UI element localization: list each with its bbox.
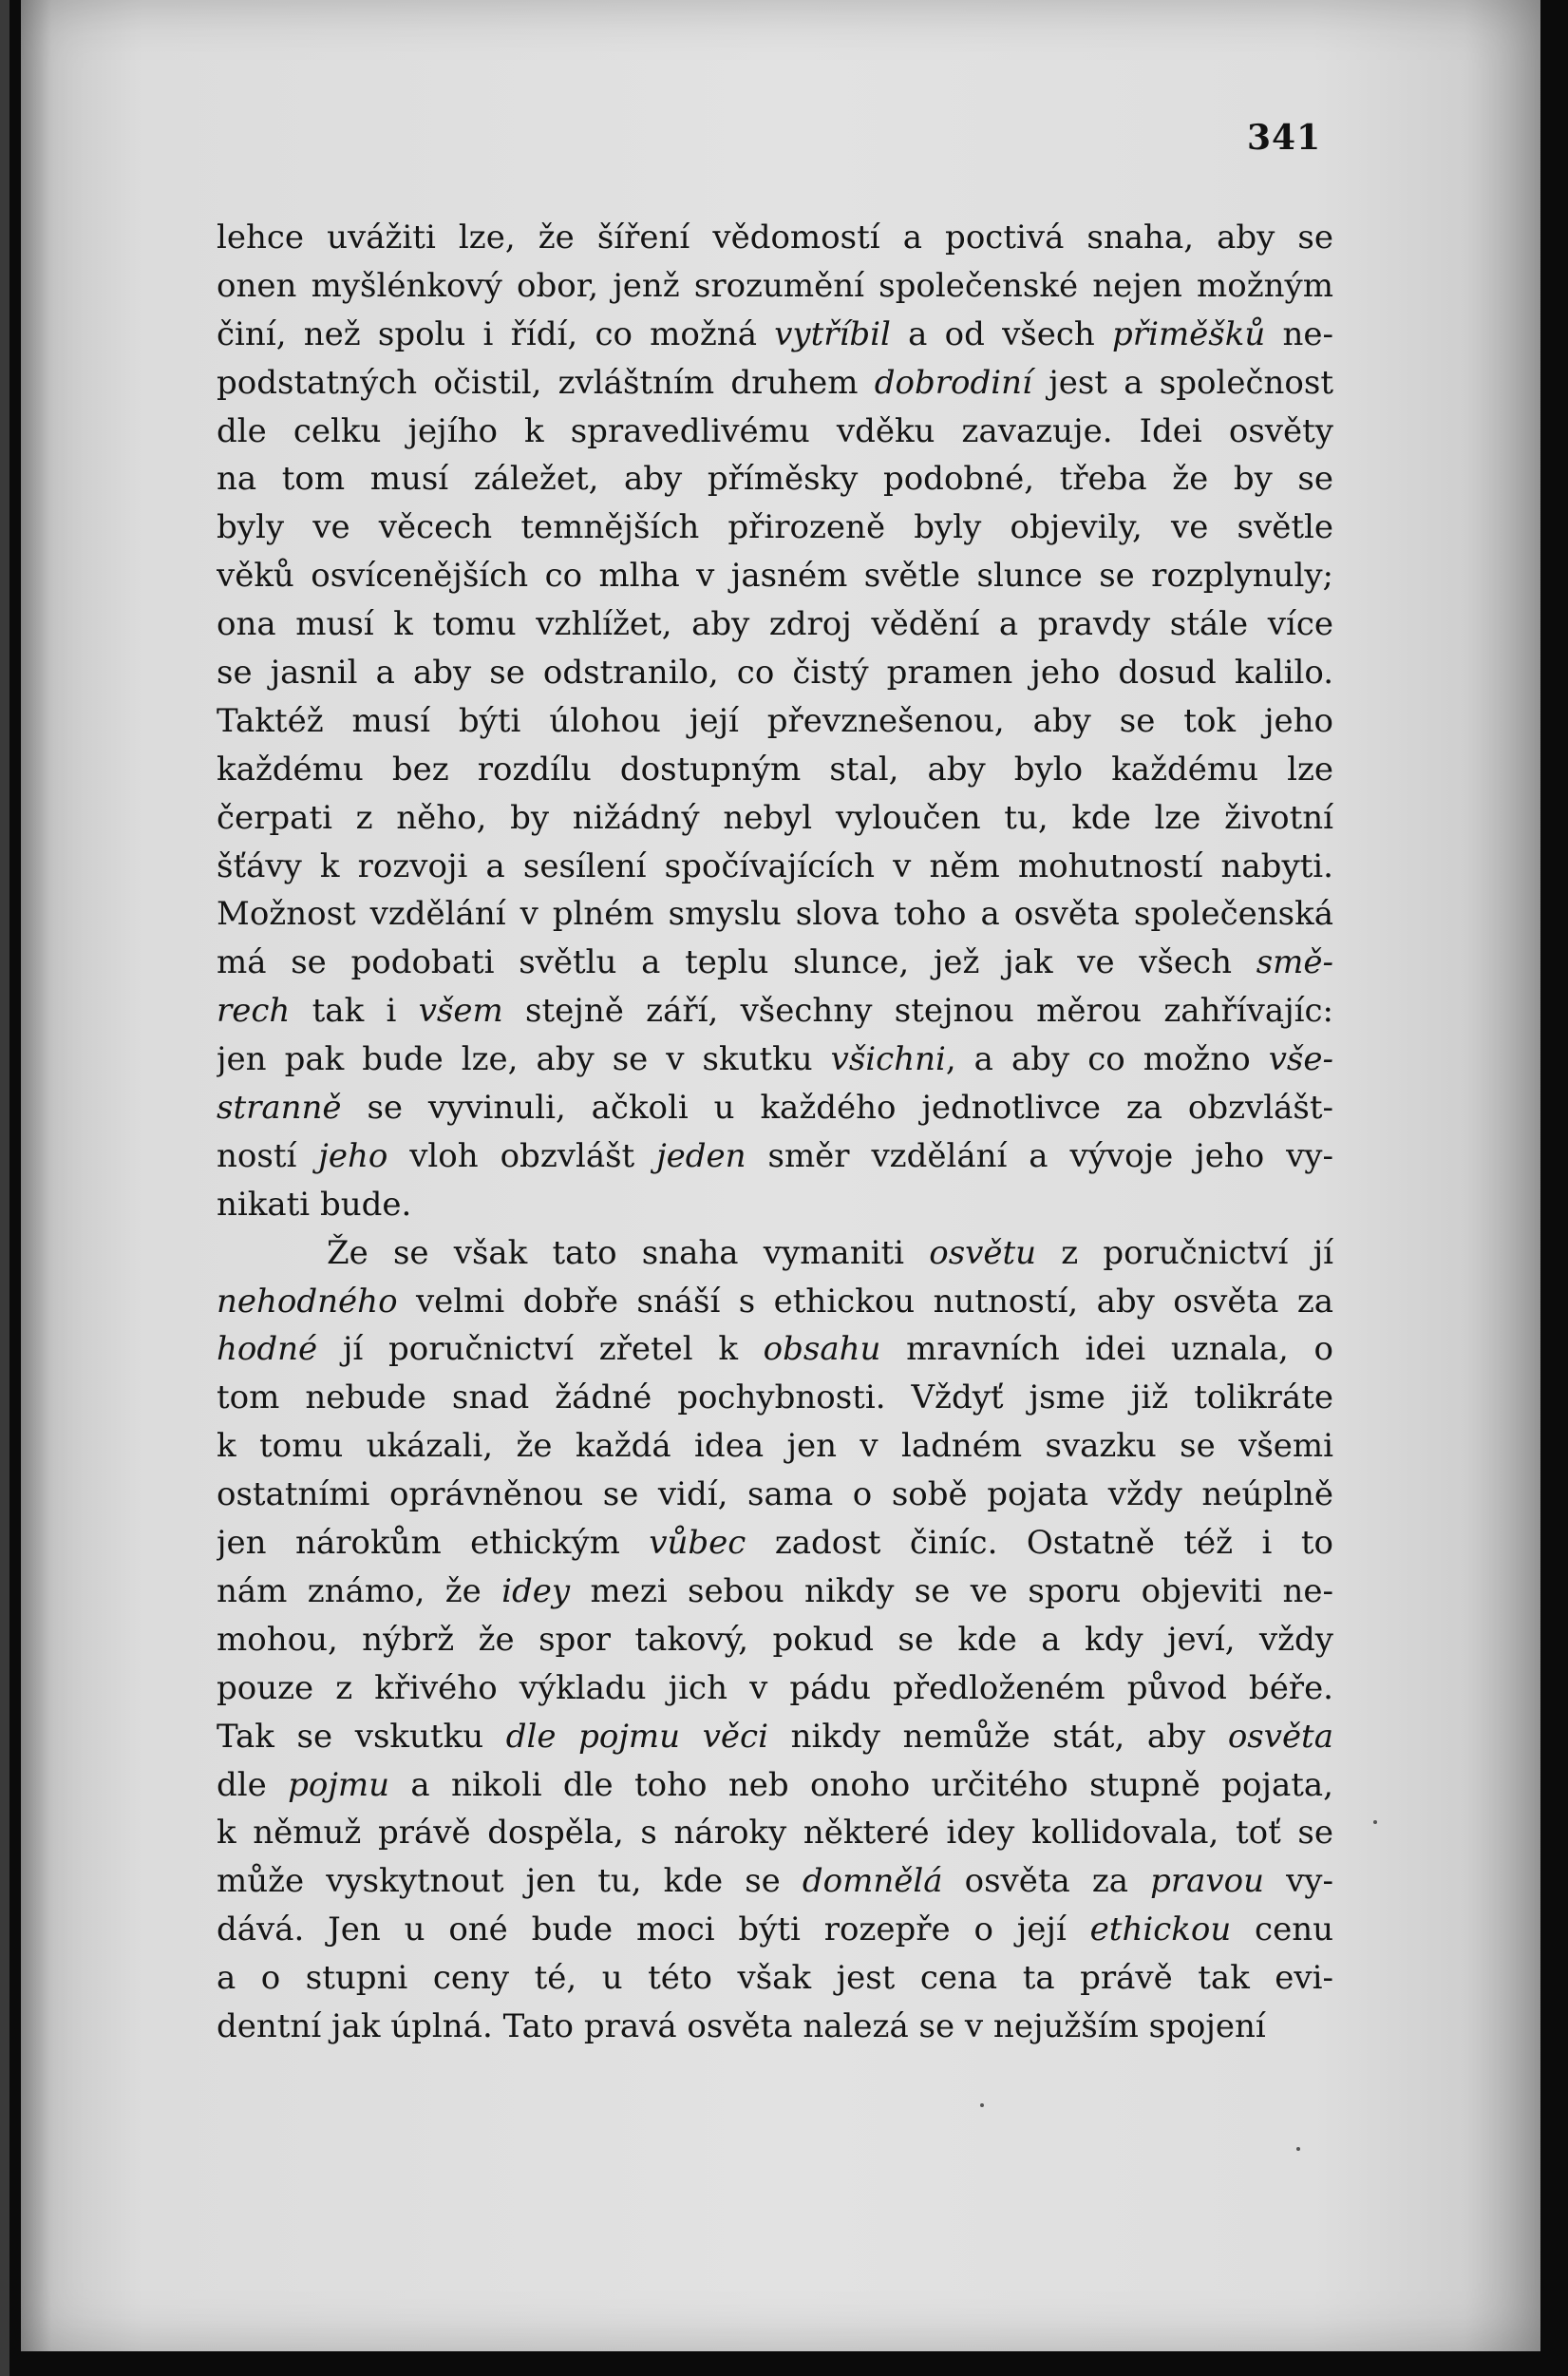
text-segment: čerpati z něho, by nižádný nebyl vyloučen tu, kde lze životní bbox=[217, 798, 1333, 837]
italic-segment: vytříbil bbox=[774, 314, 891, 353]
text-segment: podstatných očistil, zvláštním druhem bbox=[217, 363, 875, 402]
text-segment: a o stupni ceny té, u této však jest cena ta právě tak evi- bbox=[217, 1959, 1333, 1998]
text-line bbox=[217, 649, 1333, 697]
italic-segment: osvěta bbox=[1227, 1717, 1333, 1756]
text-segment: ostatními oprávněnou se vidí, sama o sobě pojata vždy neúplně bbox=[217, 1475, 1333, 1514]
specks bbox=[1296, 2147, 1300, 2151]
text-line bbox=[217, 1325, 1333, 1374]
italic-segment: stranně bbox=[217, 1089, 342, 1128]
italic-segment: všem bbox=[418, 992, 503, 1031]
specks bbox=[980, 2103, 984, 2107]
text-segment: onen myšlénkový obor, jenž srozumění společenské nejen možným bbox=[217, 266, 1333, 305]
text-segment: může vyskytnout jen tu, kde se bbox=[217, 1862, 803, 1901]
italic-segment: obsahu bbox=[763, 1330, 881, 1369]
text-line bbox=[217, 1471, 1333, 1519]
text-segment: ností bbox=[217, 1136, 319, 1175]
italic-segment: jeden bbox=[656, 1136, 746, 1175]
text-segment: nám známo, že bbox=[217, 1571, 502, 1610]
text-line bbox=[217, 1422, 1333, 1471]
text-line bbox=[217, 552, 1333, 600]
text-segment: věků osvícenějších co mlha v jasném světle slunce se rozplynuly; bbox=[217, 557, 1333, 596]
text-line bbox=[217, 1181, 1333, 1229]
text-line bbox=[217, 1616, 1333, 1664]
text-segment: cenu bbox=[1231, 1910, 1333, 1949]
text-line bbox=[217, 359, 1333, 408]
text-line bbox=[217, 455, 1333, 504]
text-line bbox=[217, 939, 1333, 987]
italic-segment: přiměšků bbox=[1112, 314, 1266, 353]
text-line bbox=[217, 600, 1333, 649]
text-line bbox=[217, 1568, 1333, 1616]
text-line bbox=[217, 1857, 1333, 1906]
text-line bbox=[217, 1132, 1333, 1181]
text-line bbox=[217, 1036, 1333, 1084]
text-line bbox=[217, 1906, 1333, 1954]
text-line bbox=[217, 311, 1333, 359]
italic-segment: domnělá bbox=[802, 1862, 943, 1901]
text-line bbox=[217, 1809, 1333, 1857]
text-segment: mohou, nýbrž že spor takový, pokud se kde a kdy jeví, vždy bbox=[217, 1620, 1333, 1659]
italic-segment: idey bbox=[501, 1571, 571, 1610]
italic-segment: vše- bbox=[1268, 1040, 1333, 1079]
text-line bbox=[217, 1954, 1333, 2003]
text-line bbox=[217, 1084, 1333, 1132]
text-segment: vy- bbox=[1264, 1862, 1333, 1901]
text-segment: jen nárokům ethickým bbox=[217, 1524, 650, 1563]
text-segment: byly ve věcech temnějších přirozeně byly objevily, ve světle bbox=[217, 508, 1333, 547]
text-segment: z poručnictví jí bbox=[1036, 1233, 1333, 1272]
text-line bbox=[217, 890, 1333, 939]
italic-segment: nehodného bbox=[217, 1282, 398, 1321]
text-line bbox=[217, 1519, 1333, 1568]
text-segment: se jasnil a aby se odstranilo, co čistý pramen jeho dosud kalilo. bbox=[217, 654, 1333, 693]
italic-segment: jeho bbox=[318, 1136, 388, 1175]
italic-segment: všichni bbox=[830, 1040, 946, 1079]
text-line bbox=[217, 794, 1333, 843]
italic-segment: dle pojmu věci bbox=[505, 1717, 768, 1756]
text-segment: osvěta za bbox=[942, 1862, 1151, 1901]
text-segment: směr vzdělání a vývoje jeho vy- bbox=[746, 1136, 1333, 1175]
text-segment: stejně září, všechny stejnou měrou zahřívajíc: bbox=[502, 992, 1333, 1031]
text-segment: mezi sebou nikdy se ve sporu objeviti ne- bbox=[570, 1571, 1333, 1610]
text-segment: k tomu ukázali, že každá idea jen v ladném svazku se všemi bbox=[217, 1427, 1333, 1466]
text-segment: Možnost vzdělání v plném smyslu slova toho a osvěta společenská bbox=[217, 895, 1333, 934]
text-segment: nikati bude. bbox=[217, 1185, 412, 1224]
scan-left-edge bbox=[0, 0, 9, 2376]
text-segment: jí poručnictví zřetel k bbox=[317, 1330, 764, 1369]
italic-segment: pojmu bbox=[288, 1765, 390, 1804]
text-segment: pouze z křivého výkladu jich v pádu předloženém původ béře. bbox=[217, 1668, 1333, 1707]
specks bbox=[1373, 1820, 1377, 1824]
text-segment: na tom musí záležet, aby příměsky podobné, třeba že by se bbox=[217, 460, 1333, 499]
text-segment: dle bbox=[217, 1765, 289, 1804]
text-line bbox=[217, 746, 1333, 794]
text-segment: vloh obzvlášt bbox=[387, 1136, 657, 1175]
italic-segment: rech bbox=[217, 992, 291, 1031]
text-segment: se vyvinuli, ačkoli u každého jednotlivce za obzvlášt- bbox=[341, 1089, 1333, 1128]
text-segment: Že se však tato snaha vymaniti bbox=[327, 1233, 930, 1272]
text-segment: mravních idei uznala, o bbox=[880, 1330, 1333, 1369]
italic-segment: dobrodiní bbox=[874, 363, 1032, 402]
text-line bbox=[217, 504, 1333, 552]
text-segment: dentní jak úplná. Tato pravá osvěta nalezá se v nejužším spojení bbox=[217, 2006, 1266, 2045]
italic-segment: pravou bbox=[1150, 1862, 1264, 1901]
text-segment: velmi dobře snáší s ethickou nutností, aby osvěta za bbox=[397, 1282, 1333, 1321]
italic-segment: osvětu bbox=[929, 1233, 1037, 1272]
italic-segment: vůbec bbox=[649, 1524, 746, 1563]
italic-segment: smě- bbox=[1256, 943, 1333, 982]
text-line bbox=[217, 843, 1333, 891]
text-segment: jest a společnost bbox=[1031, 363, 1333, 402]
text-line bbox=[217, 1374, 1333, 1422]
text-segment: a od všech bbox=[890, 314, 1113, 353]
text-line bbox=[217, 1278, 1333, 1326]
text-segment: tak i bbox=[290, 992, 419, 1031]
book-page bbox=[21, 0, 1540, 2351]
text-line bbox=[217, 214, 1333, 262]
text-segment: k němuž právě dospěla, s nároky některé idey kollidovala, toť se bbox=[217, 1814, 1333, 1853]
text-line bbox=[217, 1664, 1333, 1713]
text-line bbox=[217, 1229, 1333, 1278]
text-line bbox=[217, 697, 1333, 746]
text-line bbox=[217, 1761, 1333, 1810]
text-segment: lehce uvážiti lze, že šíření vědomostí a poctivá snaha, aby se bbox=[217, 219, 1333, 257]
text-line bbox=[217, 408, 1333, 456]
text-segment: šťávy k rozvoji a sesílení spočívajících v něm mohutností nabyti. bbox=[217, 846, 1333, 885]
text-segment: , a aby co možno bbox=[945, 1040, 1269, 1079]
text-segment: Tak se vskutku bbox=[217, 1717, 506, 1756]
text-segment: jen pak bude lze, aby se v skutku bbox=[217, 1040, 831, 1079]
text-segment: ona musí k tomu vzhlížet, aby zdroj vědění a pravdy stále více bbox=[217, 605, 1333, 644]
italic-segment: hodné bbox=[217, 1330, 318, 1369]
text-segment: činí, než spolu i řídí, co možná bbox=[217, 314, 775, 353]
text-segment: nikdy nemůže stát, aby bbox=[767, 1717, 1228, 1756]
text-segment: zadost činíc. Ostatně též i to bbox=[746, 1524, 1333, 1563]
text-line bbox=[217, 1713, 1333, 1761]
text-line bbox=[217, 2003, 1333, 2051]
text-segment: tom nebude snad žádné pochybnosti. Vždyť jsme již tolikráte bbox=[217, 1378, 1333, 1417]
text-line bbox=[217, 987, 1333, 1036]
paragraph bbox=[217, 1229, 1333, 2051]
text-segment: každému bez rozdílu dostupným stal, aby bylo každému lze bbox=[217, 750, 1333, 789]
page-number: 341 bbox=[1247, 118, 1322, 158]
text-segment: Taktéž musí býti úlohou její převznešenou, aby se tok jeho bbox=[217, 701, 1333, 740]
body-text bbox=[217, 214, 1333, 2051]
text-segment: dává. Jen u oné bude moci býti rozepře o její bbox=[217, 1910, 1090, 1949]
text-segment: a nikoli dle toho neb onoho určitého stupně pojata, bbox=[389, 1765, 1333, 1804]
text-line bbox=[217, 262, 1333, 311]
text-segment: má se podobati světlu a teplu slunce, jež jak ve všech bbox=[217, 943, 1256, 982]
paragraph bbox=[217, 214, 1333, 1229]
text-segment: dle celku jejího k spravedlivému vděku zavazuje. Idei osvěty bbox=[217, 411, 1333, 450]
text-segment: ne- bbox=[1265, 314, 1333, 353]
italic-segment: ethickou bbox=[1089, 1910, 1232, 1949]
